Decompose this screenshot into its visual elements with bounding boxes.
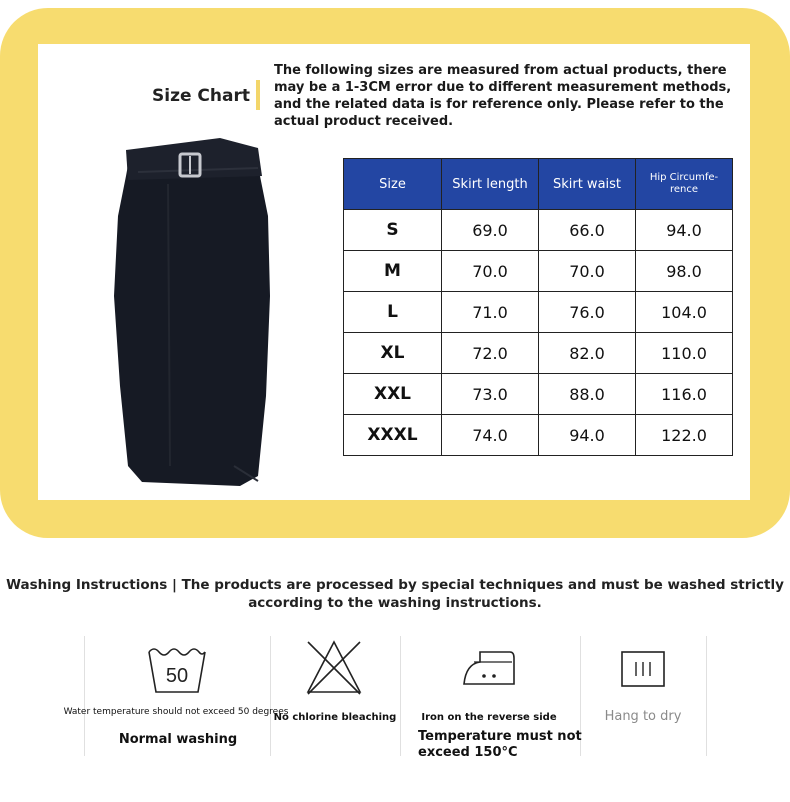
washing-instructions-heading: Washing Instructions | The products are processed by special techniques and must be washed strictly according to the washing instructions. [6,577,784,611]
divider [270,636,271,756]
length-cell: 71.0 [442,292,539,333]
length-cell: 73.0 [442,374,539,415]
hang-dry-icon [620,650,666,688]
waist-cell: 70.0 [539,251,636,292]
wash-note: Water temperature should not exceed 50 degrees [63,707,289,717]
hip-cell: 104.0 [636,292,733,333]
header-skirt-length: Skirt length [442,159,539,210]
no-bleach-label: No chlorine bleaching [273,712,397,723]
iron-note: Iron on the reverse side [421,712,557,723]
skirt-product-image [108,136,280,486]
hip-cell: 98.0 [636,251,733,292]
hip-cell: 116.0 [636,374,733,415]
size-cell: XL [344,333,442,374]
no-bleach-icon [304,638,364,698]
divider [84,636,85,756]
size-cell: XXXL [344,415,442,456]
table-row [344,210,733,251]
length-cell: 69.0 [442,210,539,251]
waist-cell: 88.0 [539,374,636,415]
wash-label: Normal washing [118,732,238,747]
size-cell: L [344,292,442,333]
wash-tub-icon [146,644,208,696]
iron-icon [460,648,518,688]
table-row [344,415,733,456]
table-row [344,292,733,333]
table-row [344,333,733,374]
hang-dry-label: Hang to dry [604,709,682,724]
divider [400,636,401,756]
waist-cell: 66.0 [539,210,636,251]
size-chart-title: Size Chart [152,86,250,106]
table-row [344,374,733,415]
size-cell: M [344,251,442,292]
length-cell: 74.0 [442,415,539,456]
hip-cell: 122.0 [636,415,733,456]
iron-label: Temperature must not exceed 150°C [418,729,582,760]
waist-cell: 82.0 [539,333,636,374]
divider [706,636,707,756]
size-cell: S [344,210,442,251]
length-cell: 72.0 [442,333,539,374]
size-cell: XXL [344,374,442,415]
title-divider [256,80,260,110]
header-size: Size [344,159,442,210]
table-row [344,251,733,292]
header-hip: Hip Circumfe-rence [636,159,733,210]
size-table-header [344,159,733,210]
size-table [343,158,733,456]
size-chart-intro: The following sizes are measured from actual products, there may be a 1-3CM error due to different measurement methods, and the related data is for reference only. Please refer to the actual product received. [274,63,732,129]
wash-temperature-symbol: 50 [165,665,189,687]
waist-cell: 94.0 [539,415,636,456]
waist-cell: 76.0 [539,292,636,333]
hip-cell: 94.0 [636,210,733,251]
hip-cell: 110.0 [636,333,733,374]
header-skirt-waist: Skirt waist [539,159,636,210]
length-cell: 70.0 [442,251,539,292]
